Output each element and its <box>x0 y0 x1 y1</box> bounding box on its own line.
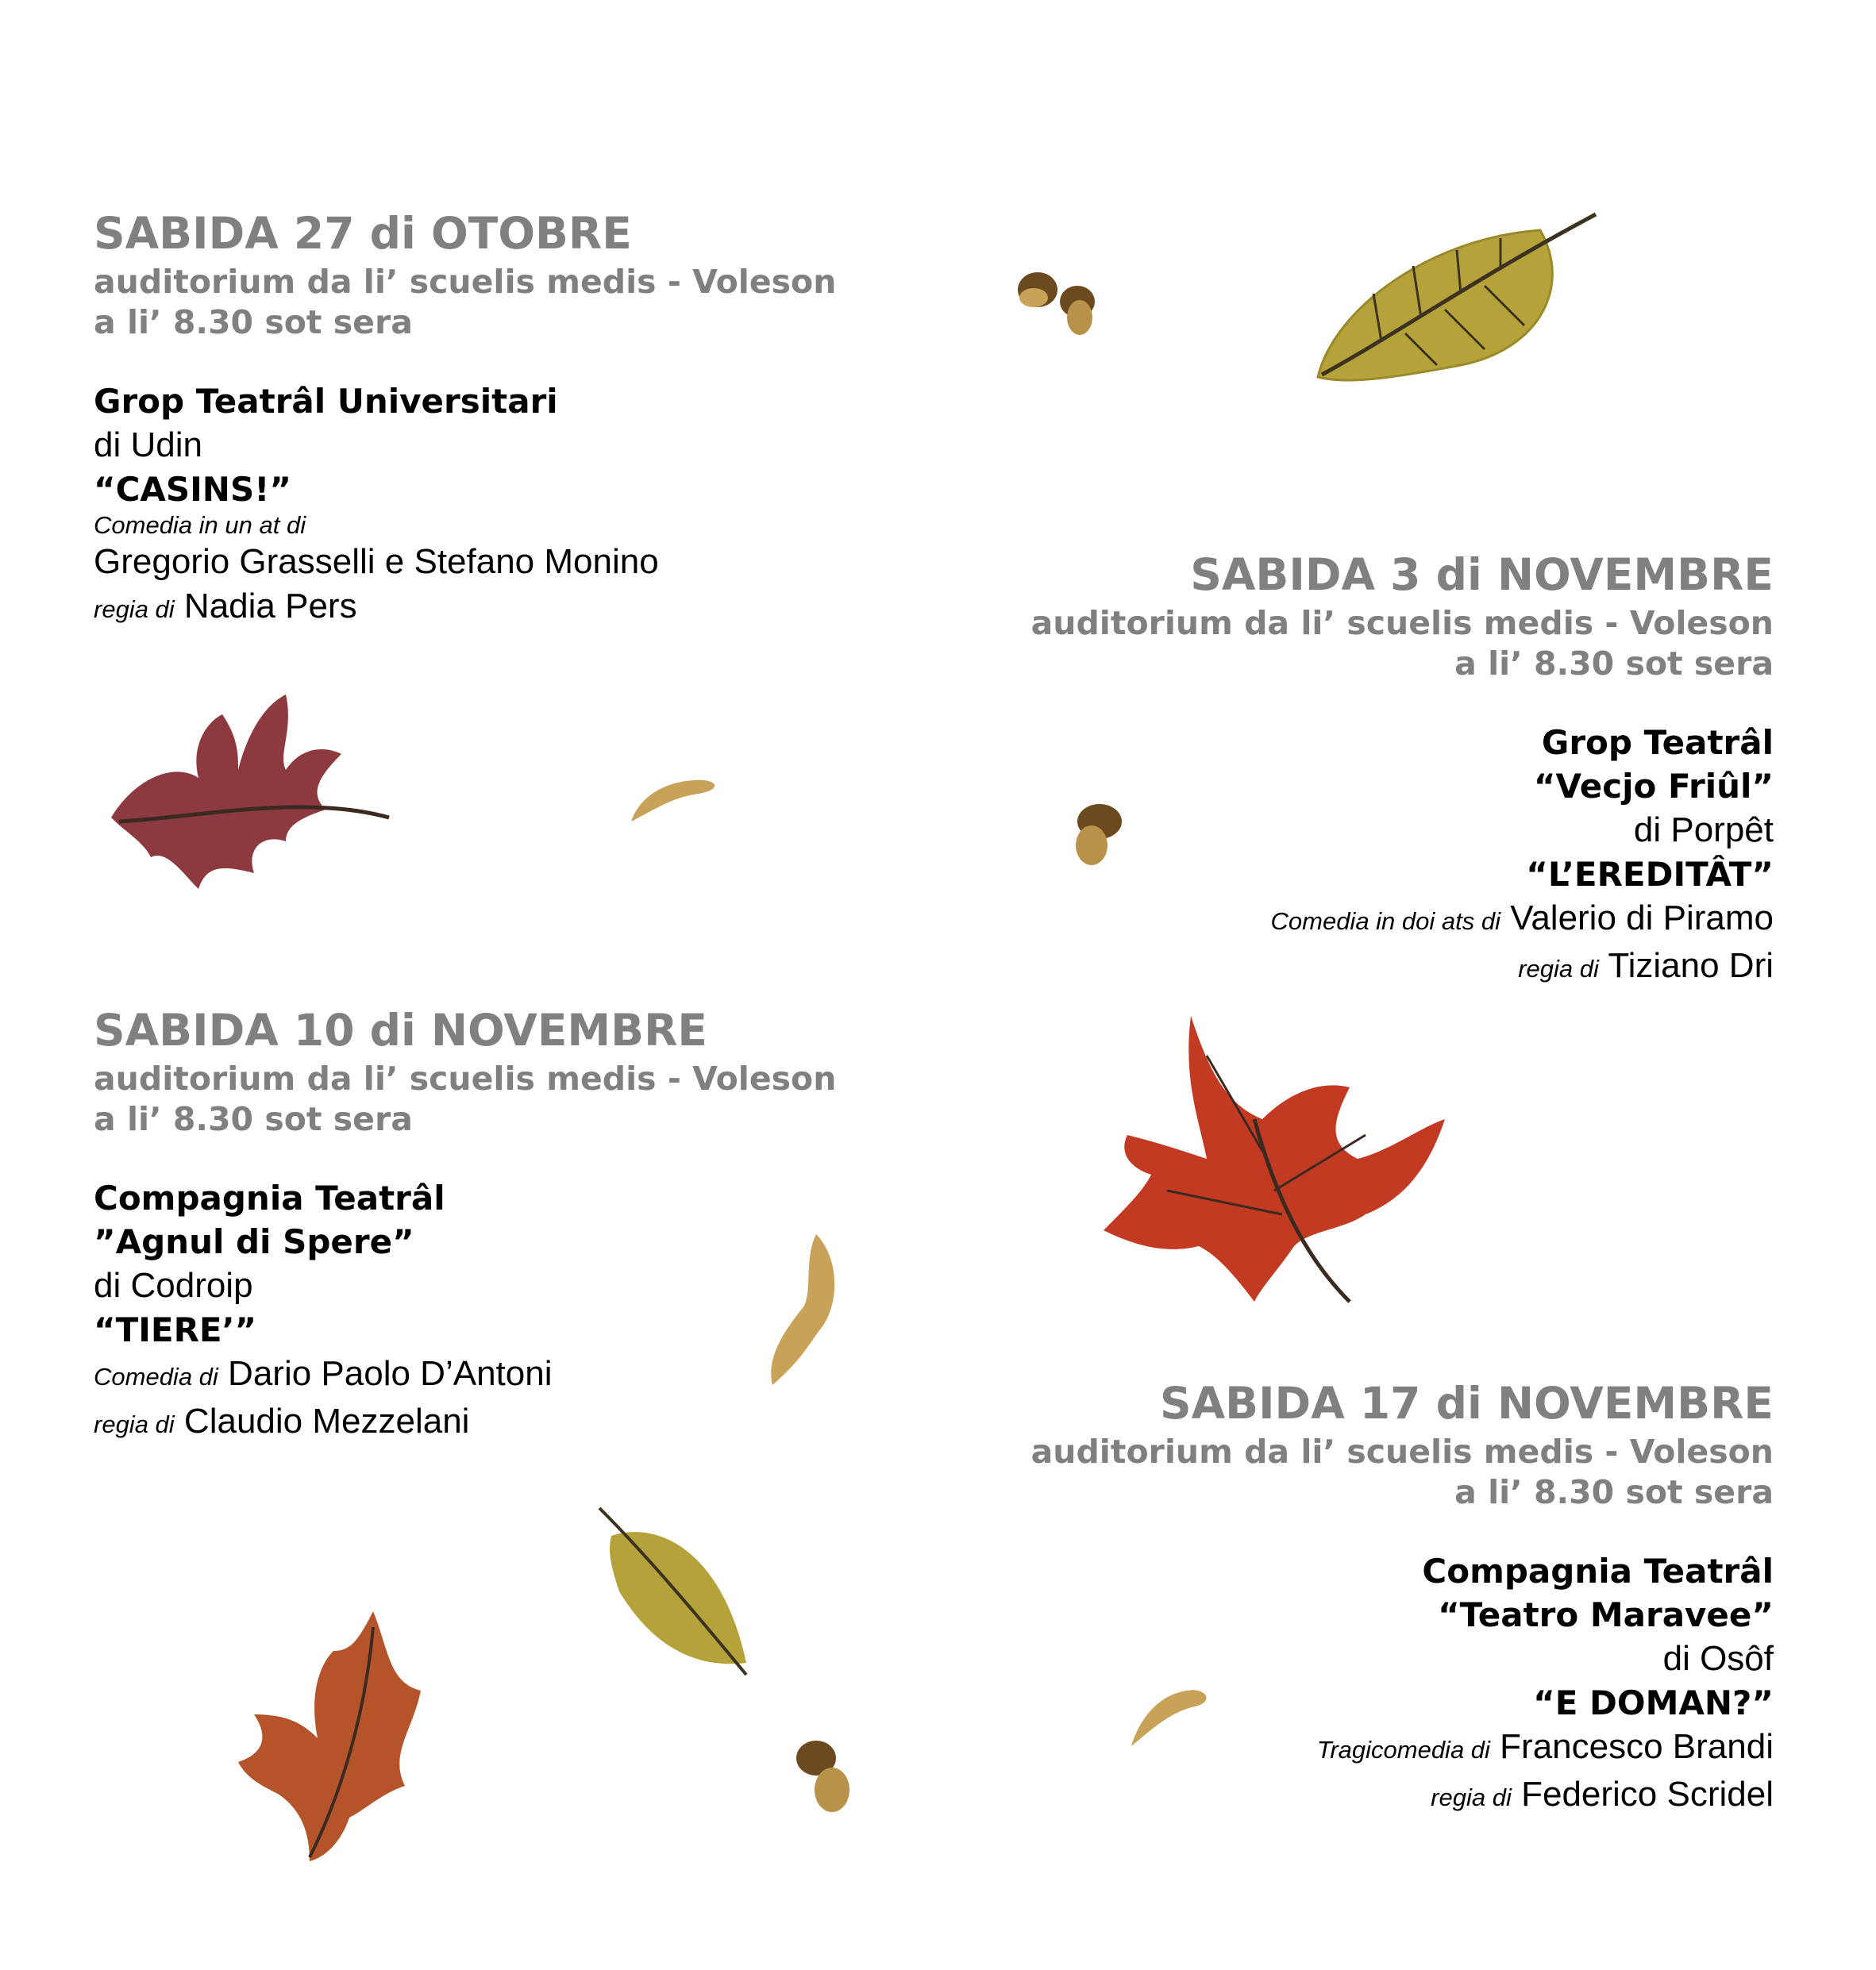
yellow-leaf-icon <box>1302 206 1604 389</box>
play-title: “CASINS!” <box>94 470 291 509</box>
yellow-leaf-icon <box>595 1504 754 1687</box>
event-date: SABIDA 3 di NOVEMBRE <box>1190 549 1774 600</box>
event-nov-17 <box>940 1375 1774 1820</box>
purple-oak-leaf-icon <box>103 691 397 905</box>
director-label: regia di <box>94 1410 175 1438</box>
director-name: Nadia Pers <box>183 587 357 625</box>
event-time: a li’ 8.30 sot sera <box>94 1100 413 1138</box>
play-director-line <box>940 1772 1774 1820</box>
play-genre: Comedia in un at di <box>94 511 306 539</box>
director-label: regia di <box>1431 1783 1512 1811</box>
play-title: “TIERE’” <box>94 1310 257 1349</box>
theatre-group-name: ”Agnul di Spere” <box>94 1222 414 1261</box>
maple-seed-icon <box>1127 1671 1215 1750</box>
acorn-icon <box>1002 258 1105 345</box>
event-time: a li’ 8.30 sot sera <box>1454 644 1774 683</box>
director-name: Tiziano Dri <box>1608 946 1774 985</box>
acorn-icon <box>788 1730 860 1818</box>
orange-maple-leaf-icon <box>230 1603 445 1865</box>
play-genre: Comedia di <box>94 1363 218 1391</box>
play-author: Francesco Brandi <box>1500 1727 1774 1766</box>
maple-seed-icon <box>761 1226 848 1393</box>
director-name: Federico Scridel <box>1521 1775 1774 1814</box>
event-time: a li’ 8.30 sot sera <box>94 303 413 341</box>
play-director-line <box>940 944 1774 991</box>
play-director-line <box>94 1399 927 1447</box>
group-origin: di Codroip <box>94 1266 253 1305</box>
acorn-icon <box>1064 798 1127 869</box>
play-genre-author-line <box>940 896 1774 944</box>
theatre-group: Grop Teatrâl <box>1541 723 1774 762</box>
red-maple-leaf-icon <box>1104 1008 1453 1310</box>
event-venue: auditorium da li’ scuelis medis - Voleson <box>94 263 837 301</box>
event-oct-27 <box>94 205 927 632</box>
theatre-group-name: “Vecjo Friûl” <box>1533 767 1774 806</box>
event-date: SABIDA 10 di NOVEMBRE <box>94 1005 708 1056</box>
theatre-group-name: “Teatro Maravee” <box>1438 1595 1774 1634</box>
director-label: regia di <box>1518 955 1599 983</box>
theatre-group: Compagnia Teatrâl <box>1422 1552 1774 1591</box>
group-origin: di Porpêt <box>1633 810 1774 849</box>
play-author: Gregorio Grasselli e Stefano Monino <box>94 542 659 581</box>
event-venue: auditorium da li’ scuelis medis - Voleson <box>1030 1433 1774 1471</box>
event-venue: auditorium da li’ scuelis medis - Voleson <box>94 1060 837 1098</box>
play-director-line <box>94 584 927 632</box>
event-date: SABIDA 17 di NOVEMBRE <box>1159 1378 1774 1429</box>
play-genre: Tragicomedia di <box>1316 1736 1490 1764</box>
group-origin: di Osôf <box>1662 1639 1774 1678</box>
play-title: “L’EREDITÂT” <box>1526 855 1774 894</box>
event-nov-3 <box>940 546 1774 991</box>
event-date: SABIDA 27 di OTOBRE <box>94 208 632 259</box>
play-author: Valerio di Piramo <box>1510 898 1774 937</box>
group-origin: di Udin <box>94 425 202 464</box>
maple-seed-icon <box>623 774 726 829</box>
director-label: regia di <box>94 595 175 623</box>
play-title: “E DOMAN?” <box>1533 1683 1774 1722</box>
event-venue: auditorium da li’ scuelis medis - Voleson <box>1030 604 1774 642</box>
play-genre: Comedia in doi ats di <box>1270 907 1500 935</box>
play-genre-author-line <box>940 1725 1774 1772</box>
director-name: Claudio Mezzelani <box>183 1402 470 1441</box>
event-time: a li’ 8.30 sot sera <box>1454 1473 1774 1511</box>
theatre-group: Compagnia Teatrâl <box>94 1179 445 1218</box>
play-author: Dario Paolo D’Antoni <box>228 1354 553 1393</box>
theatre-group: Grop Teatrâl Universitari <box>94 382 558 421</box>
